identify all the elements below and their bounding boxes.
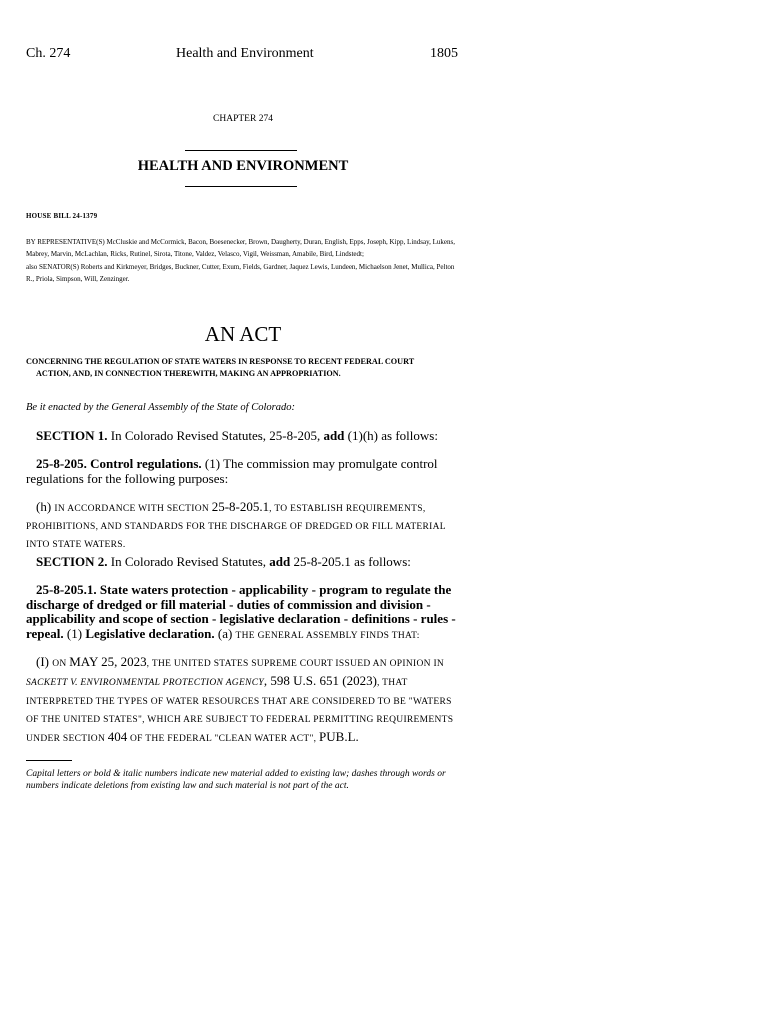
item-a-marker: (a): [214, 625, 236, 641]
statute-25-8-205-1: [26, 583, 458, 643]
bill-number: HOUSE BILL 24-1379: [26, 212, 98, 220]
paragraph-h-marker: (h): [36, 499, 55, 514]
section-2: [26, 555, 468, 570]
statute-25-8-205-text: (1) The commission may promulgate control regulations for the following purposes:: [26, 456, 438, 486]
paragraph-i-section: 404: [107, 729, 128, 745]
section-1: [26, 429, 468, 444]
concerning-line-2: ACTION, AND, IN CONNECTION THEREWITH, MAKING AN APPROPRIATION.: [36, 368, 341, 378]
paragraph-i: [26, 654, 458, 748]
item-a-text: THE GENERAL ASSEMBLY FINDS THAT:: [235, 630, 420, 641]
section-1-text: In Colorado Revised Statutes, 25-8-205,: [107, 428, 324, 443]
section-2-label: SECTION 2.: [36, 554, 108, 569]
subsection-1-marker: (1): [63, 625, 86, 641]
chapter-rule-top: [185, 150, 297, 151]
statute-25-8-205-heading: 25-8-205. Control regulations.: [36, 456, 202, 471]
section-1-rest: (1)(h) as follows:: [344, 428, 438, 443]
statute-25-8-205-1-heading: 25-8-205.1. State waters protection - applicability - program to regulate the discharge of dredged or fill material - duties of commission and division - applicability and scope of section - legislative declaration - definitions - rules - repeal.: [26, 582, 456, 641]
footnote: Capital letters or bold & italic numbers indicate new material added to existing law; dashes through words or numbers indicate deletions from existing law and such material is not part of the act.: [26, 769, 446, 791]
paragraph-i-date: MAY 25, 2023: [69, 654, 147, 669]
paragraph-h-text-2: , TO ESTABLISH REQUIREMENTS, PROHIBITIONS, AND STANDARDS FOR THE DISCHARGE OF DREDGED OR FILL MATERIAL INTO STATE WATERS.: [26, 504, 446, 550]
chapter-rule-bottom: [185, 186, 297, 187]
act-title: AN ACT: [204, 322, 282, 346]
paragraph-i-case-name: SACKETT V. ENVIRONMENTAL PROTECTION AGENCY: [26, 677, 264, 688]
header-page-number: 1805: [430, 46, 458, 61]
paragraph-i-text-1: ON: [52, 659, 70, 669]
paragraph-i-text-2: , THE UNITED STATES SUPREME COURT ISSUED AN OPINION IN: [146, 659, 445, 669]
concerning-line-1: CONCERNING THE REGULATION OF STATE WATERS IN RESPONSE TO RECENT FEDERAL COURT: [26, 357, 415, 366]
section-2-add: add: [269, 554, 291, 569]
paragraph-h: [26, 499, 458, 553]
footnote-rule: [26, 760, 72, 761]
section-2-text: In Colorado Revised Statutes,: [107, 554, 270, 569]
concerning-clause: [26, 356, 458, 379]
header-chapter: Ch. 274: [26, 46, 71, 61]
chapter-title: HEALTH AND ENVIRONMENT: [137, 158, 349, 174]
statute-25-8-205: [26, 457, 458, 486]
paragraph-i-citation: , 598 U.S. 651 (2023): [263, 672, 377, 688]
chapter-label: CHAPTER 274: [213, 114, 273, 124]
sponsors: [26, 236, 458, 285]
section-2-rest: 25-8-205.1 as follows:: [290, 554, 411, 569]
header-title: Health and Environment: [176, 46, 314, 61]
representatives-list: BY REPRESENTATIVE(S) McCluskie and McCormick, Bacon, Boesenecker, Brown, Daugherty, Duran, English, Epps, Joseph, Kipp, Lindsay, Lukens, Mabrey, Marvin, McLachlan, Ricks, Rutinel, Sirota, Titone, Valdez, Velasco, Vigil, Weissman, Amabile, Bird, Lindstedt;: [26, 238, 456, 259]
section-1-label: SECTION 1.: [36, 428, 108, 443]
paragraph-i-text-3: , THAT INTERPRETED THE TYPES OF WATER RESOURCES THAT ARE CONSIDERED TO BE "WATERS OF THE UNITED STATES", WHICH ARE SUBJECT TO FEDERAL PERMITTING REQUIREMENTS UNDER SECTION: [26, 677, 454, 745]
paragraph-h-text-1: IN ACCORDANCE WITH SECTION: [54, 504, 212, 514]
subsection-1-heading: Legislative declaration.: [85, 625, 215, 641]
enacting-clause: Be it enacted by the General Assembly of the State of Colorado:: [26, 402, 295, 413]
paragraph-i-pub: PUB.L.: [319, 729, 359, 745]
paragraph-h-section-number: 25-8-205.1: [211, 499, 270, 514]
senators-list: also SENATOR(S) Roberts and Kirkmeyer, Bridges, Buckner, Cutter, Exum, Fields, Gardner, Jaquez Lewis, Lundeen, Michaelson Jenet, Mullica, Pelton R., Priola, Simpson, Will, Zenzinger.: [26, 262, 455, 283]
paragraph-i-marker: (I): [36, 654, 53, 669]
paragraph-i-text-4: OF THE FEDERAL "CLEAN WATER ACT",: [127, 734, 320, 745]
section-1-add: add: [323, 428, 345, 443]
